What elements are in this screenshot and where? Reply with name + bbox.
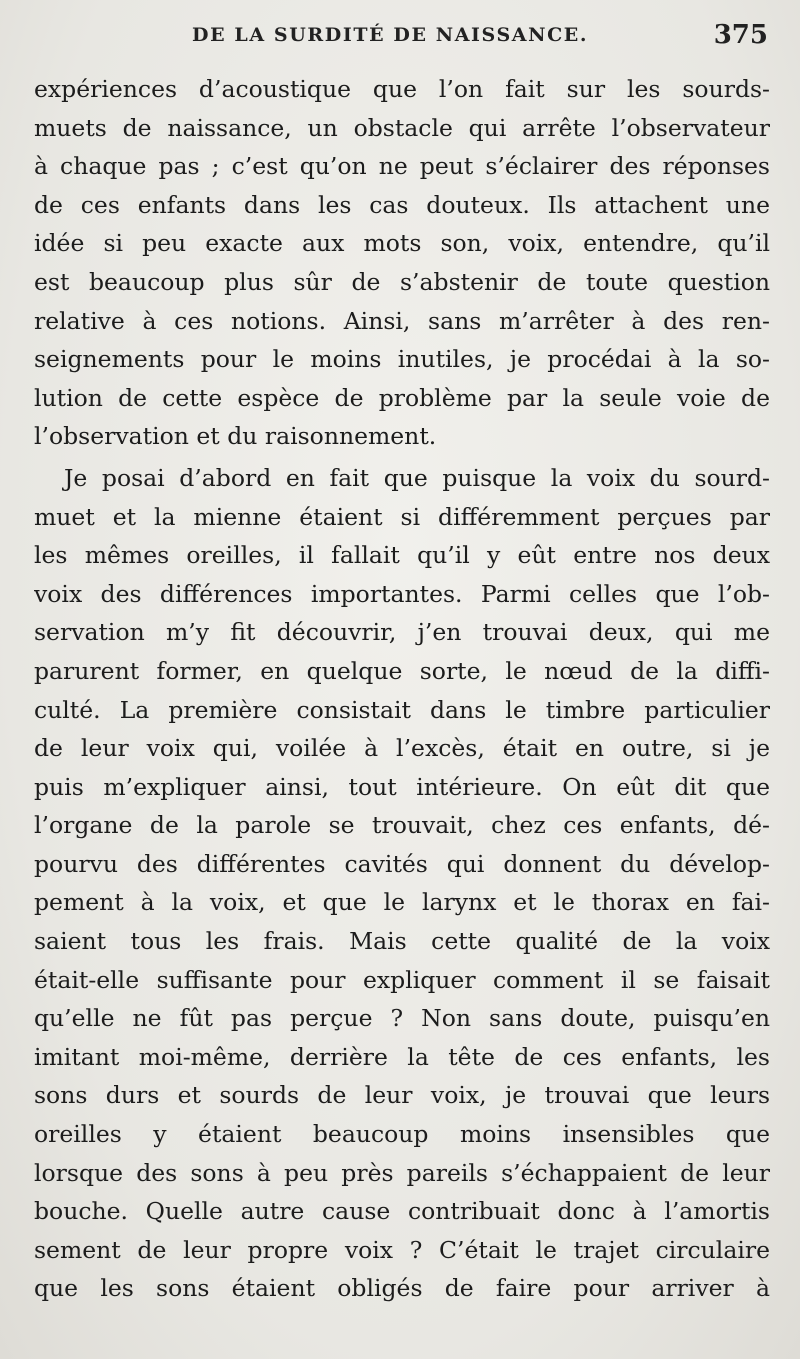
text-line: lorsque des sons à peu près pareils s’échappaient de leur	[34, 1158, 770, 1187]
text-line: sement de leur propre voix ? C’était le trajet circulaire	[34, 1235, 770, 1264]
text-line: servation m’y fit découvrir, j’en trouvai deux, qui me	[34, 618, 770, 647]
text-line: l’organe de la parole se trouvait, chez ces enfants, dé-	[34, 811, 770, 840]
text-line: saient tous les frais. Mais cette qualité de la voix	[34, 927, 770, 956]
text-line: muet et la mienne étaient si différemment perçues par	[34, 502, 770, 531]
text-line: les mêmes oreilles, il fallait qu’il y eût entre nos deux	[34, 541, 770, 570]
text-line: relative à ces notions. Ainsi, sans m’arrêter à des ren-	[34, 306, 770, 335]
text-line: oreilles y étaient beaucoup moins insensibles que	[34, 1120, 770, 1149]
text-line: de ces enfants dans les cas douteux. Ils attachent une	[34, 190, 770, 219]
text-line: imitant moi-même, derrière la tête de ces enfants, les	[34, 1042, 770, 1071]
text-line: lution de cette espèce de problème par la seule voie de	[34, 383, 770, 412]
text-line: de leur voix qui, voilée à l’excès, était en outre, si je	[34, 734, 770, 763]
text-line: Je posai d’abord en fait que puisque la voix du sourd-	[64, 463, 770, 492]
text-line: l’observation et du raisonnement.	[34, 422, 437, 451]
text-line: est beaucoup plus sûr de s’abstenir de toute question	[34, 267, 770, 296]
page-number: 375	[713, 20, 768, 50]
running-head	[0, 22, 800, 52]
text-line: muets de naissance, un obstacle qui arrête l’observateur	[34, 113, 770, 142]
text-line: culté. La première consistait dans le timbre particulier	[34, 695, 770, 724]
text-line: sons durs et sourds de leur voix, je trouvai que leurs	[34, 1081, 770, 1110]
running-title: DE LA SURDITÉ DE NAISSANCE.	[192, 24, 589, 46]
text-line: idée si peu exacte aux mots son, voix, entendre, qu’il	[34, 229, 770, 258]
text-line: parurent former, en quelque sorte, le nœud de la diffi-	[34, 656, 770, 685]
text-line: à chaque pas ; c’est qu’on ne peut s’éclairer des réponses	[34, 152, 770, 181]
text-line: puis m’expliquer ainsi, tout intérieure. On eût dit que	[34, 772, 770, 801]
text-line: voix des différences importantes. Parmi celles que l’ob-	[34, 579, 770, 608]
text-line: bouche. Quelle autre cause contribuait donc à l’amortis	[34, 1197, 770, 1226]
paragraph-1	[34, 70, 770, 456]
text-line: expériences d’acoustique que l’on fait sur les sourds-	[34, 75, 770, 103]
text-line: était-elle suffisante pour expliquer comment il se faisait	[34, 965, 770, 994]
text-line: pourvu des différentes cavités qui donnent du dévelop-	[34, 849, 770, 878]
text-line: que les sons étaient obligés de faire pour arriver à	[34, 1274, 770, 1303]
text-line: seignements pour le moins inutiles, je procédai à la so-	[34, 345, 770, 374]
paragraph-2	[34, 459, 770, 1308]
text-line: qu’elle ne fût pas perçue ? Non sans doute, puisqu’en	[34, 1004, 770, 1033]
body-text	[34, 70, 770, 1308]
text-line: pement à la voix, et que le larynx et le thorax en fai-	[34, 888, 770, 917]
